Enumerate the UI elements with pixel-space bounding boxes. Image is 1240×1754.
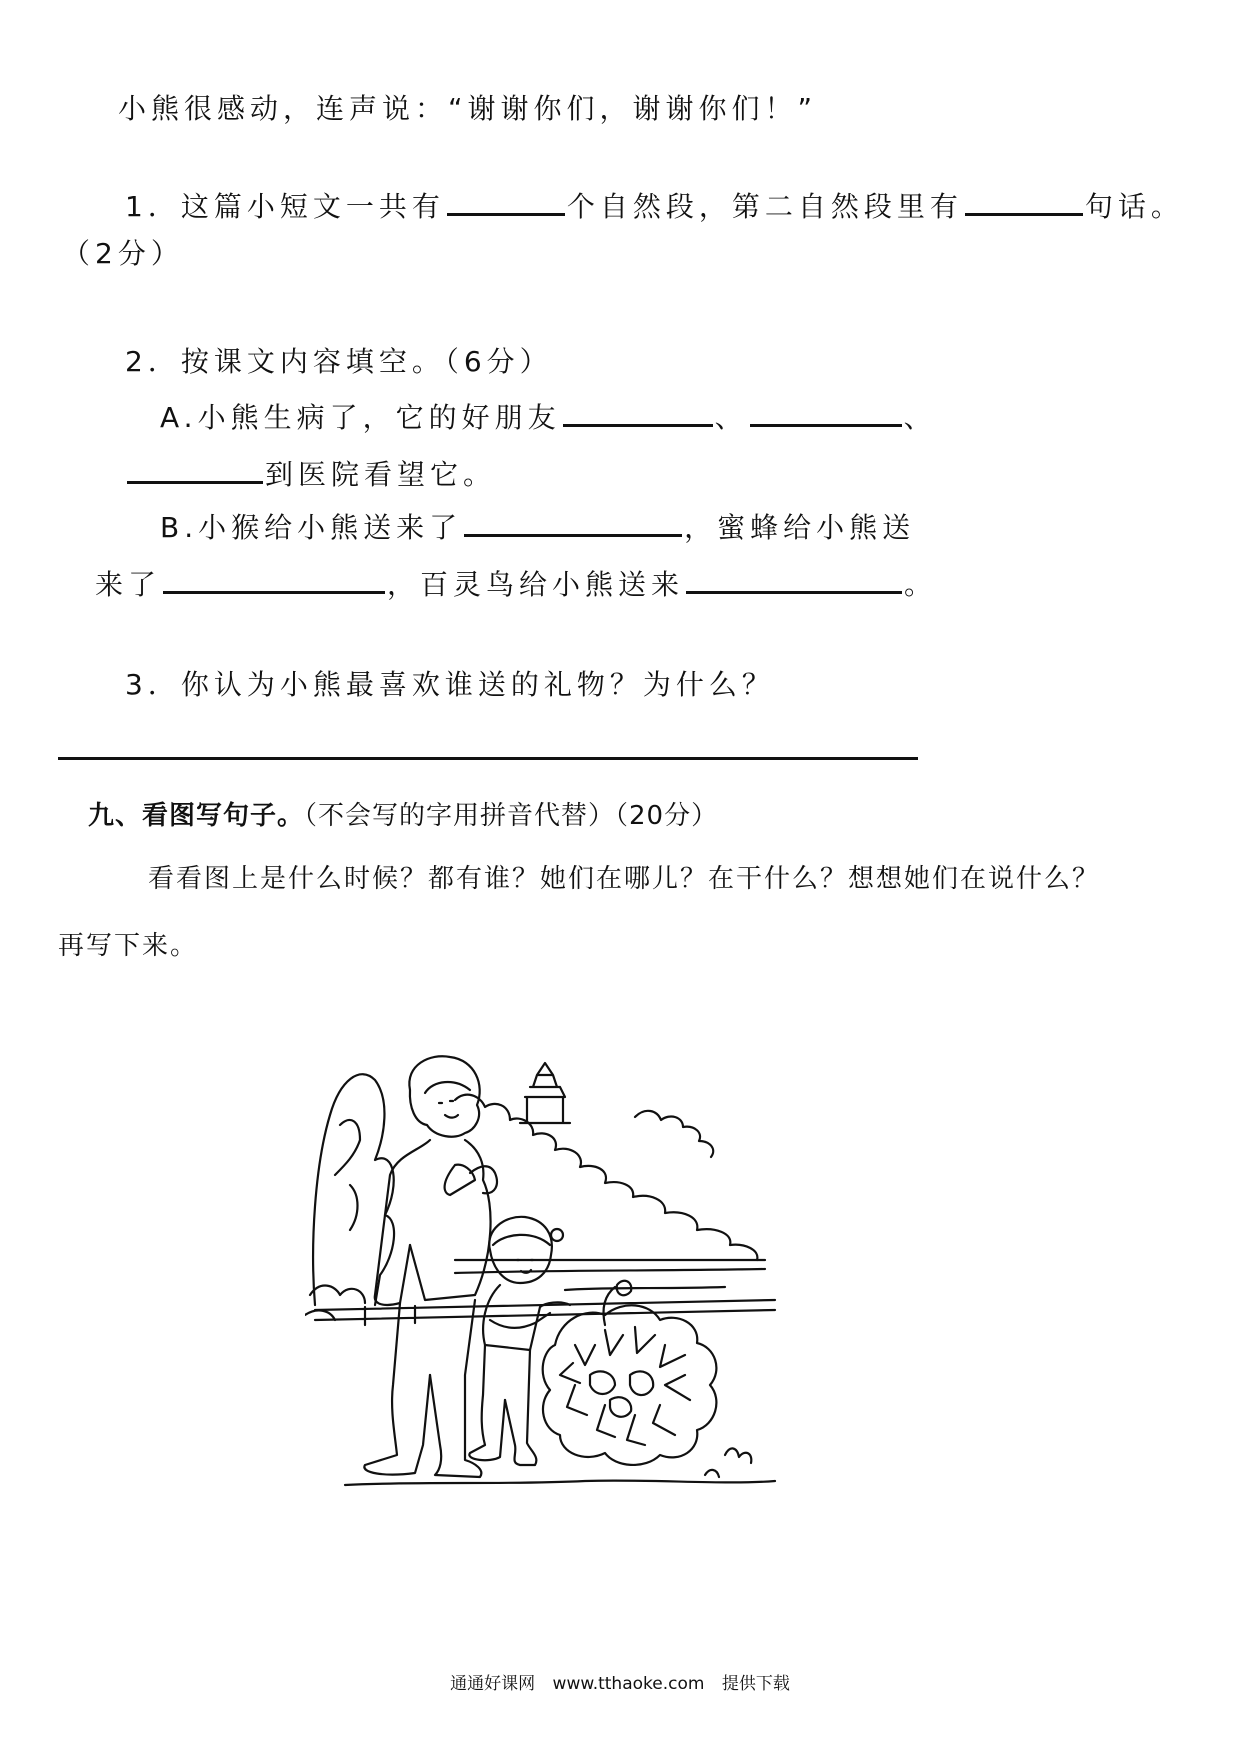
q2b-blank-bee-gift[interactable] — [163, 565, 385, 594]
rock-detail — [335, 1120, 360, 1230]
section-9-instruction-line2: 再写下来。 — [58, 931, 199, 961]
q2-part-a-line1 — [160, 398, 937, 435]
q2-part-b-line1 — [160, 508, 915, 545]
section-9-heading: 九、看图写句子。 — [88, 801, 305, 831]
mother-daughter-chrysanthemum-illustration — [305, 1045, 785, 1500]
q2b-blank-lark-gift[interactable] — [686, 565, 902, 594]
footer-site-name: 通通好课网 — [450, 1674, 536, 1694]
section-9-note: （不会写的字用拼音代替）（20分） — [304, 801, 719, 831]
q2a-blank-friend-3[interactable] — [127, 455, 263, 484]
ground-line — [345, 1481, 775, 1485]
question-3-prompt: 3．你认为小熊最喜欢谁送的礼物？为什么？ — [125, 668, 775, 701]
q2b-blank-monkey-gift[interactable] — [464, 508, 682, 537]
story-closing-line: 小熊很感动，连声说：“谢谢你们，谢谢你们！” — [118, 92, 818, 125]
question-2-prompt: 2．按课文内容填空。（6分） — [125, 345, 553, 378]
q2b-text-part3: 来了 — [95, 568, 162, 601]
q3-answer-line[interactable] — [58, 757, 918, 760]
footer — [0, 1669, 1240, 1694]
q1-text-part2: 个自然段，第二自然段里有 — [566, 190, 963, 223]
tree-top-right — [635, 1111, 713, 1157]
tree-line — [455, 1095, 757, 1260]
q2a-blank-friend-2[interactable] — [750, 398, 902, 427]
q2a-text-part2: 到医院看望它。 — [265, 458, 497, 491]
q2a-sep-1: 、 — [714, 401, 748, 434]
q2-part-b-line2 — [95, 565, 937, 602]
q2a-text-part1: A.小熊生病了，它的好朋友 — [160, 401, 561, 434]
q2a-blank-friend-1[interactable] — [563, 398, 713, 427]
section-9-instruction-line1: 看看图上是什么时候？都有谁？她们在哪儿？在干什么？想想她们在说什么？ — [148, 864, 1101, 894]
q2a-sep-2: 、 — [903, 401, 937, 434]
question-1 — [125, 187, 1184, 224]
q1-blank-paragraph-count[interactable] — [447, 187, 565, 216]
q1-blank-sentence-count[interactable] — [965, 187, 1083, 216]
q2b-text-part1: B.小猴给小熊送来了 — [160, 511, 463, 544]
pavilion-icon — [520, 1063, 570, 1123]
q2-part-a-line2 — [125, 455, 496, 492]
q1-text-part1: 1．这篇小短文一共有 — [125, 190, 445, 223]
q2b-text-part2: ，蜜蜂给小熊送 — [684, 511, 916, 544]
footer-suffix: 提供下载 — [721, 1674, 790, 1694]
q1-text-part3: 句话。 — [1084, 190, 1184, 223]
q2b-text-part5: 。 — [904, 568, 938, 601]
q1-score: （2分） — [62, 237, 184, 270]
footer-url[interactable]: www.tthaoke.com — [552, 1674, 705, 1694]
small-plant — [705, 1448, 751, 1477]
section-9-title — [88, 795, 718, 832]
chrysanthemum-bush — [543, 1281, 717, 1465]
q2b-text-part4: ，百灵鸟给小熊送来 — [387, 568, 685, 601]
